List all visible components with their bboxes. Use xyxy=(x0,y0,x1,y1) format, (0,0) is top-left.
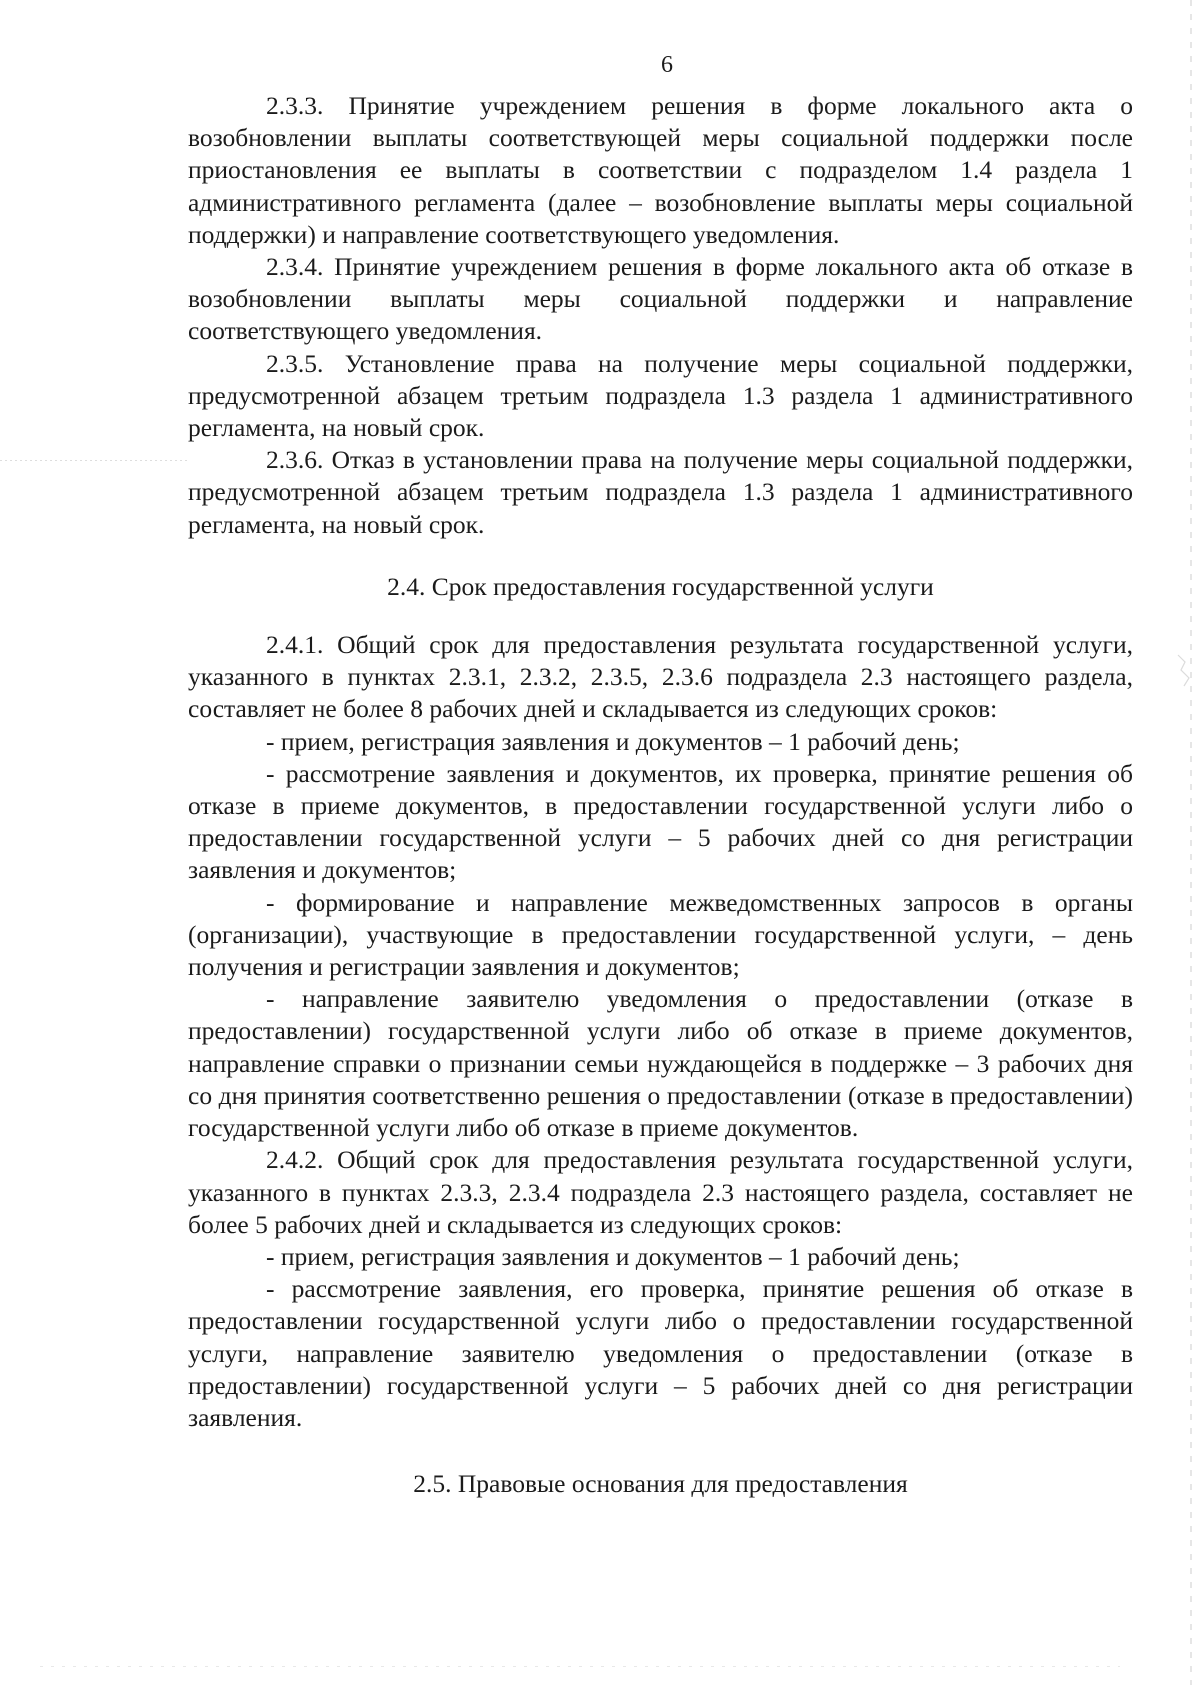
section-heading-2-5: 2.5. Правовые основания для предоставления xyxy=(413,1469,908,1499)
paragraph-2-3-3: 2.3.3. Принятие учреждением решения в форме локального акта о возобновлении выплаты соответствующей меры социальной поддержки после приостановления ее выплаты в соответствии с подразделом 1.4 раздела 1 административного регламента (далее – возобновление выплаты меры социальной поддержки) и направление соответствующего уведомления. xyxy=(188,91,1133,249)
section-heading-2-4: 2.4. Срок предоставления государственной услуги xyxy=(387,571,934,601)
scan-edge-right xyxy=(1190,0,1192,1685)
scan-edge-bottom xyxy=(40,1666,1120,1667)
list-item-2-4-1-c: - формирование и направление межведомственных запросов в органы (организации), участвующие в предоставлении государственной услуги, – день получения и регистрации заявления и документов; xyxy=(188,887,1133,982)
paragraph-2-3-4: 2.3.4. Принятие учреждением решения в форме локального акта об отказе в возобновлении выплаты меры социальной поддержки и направление соответствующего уведомления. xyxy=(188,252,1133,346)
paragraph-2-4-2: 2.4.2. Общий срок для предоставления результата государственной услуги, указанного в пунктах 2.3.3, 2.3.4 подраздела 2.3 настоящего раздела, составляет не более 5 рабочих дней и складывается из следующих сроков: xyxy=(188,1145,1133,1239)
document-body xyxy=(188,90,1133,1500)
list-item-2-4-2-b: - рассмотрение заявления, его проверка, принятие решения об отказе в предоставлении государственной услуги либо о предоставлении государственной услуги, направление заявителю уведомления о предоставлении (отказе в предоставлении) государственной услуги – 5 рабочих дней со дня регистрации заявления. xyxy=(188,1274,1133,1432)
paragraph-2-3-5: 2.3.5. Установление права на получение меры социальной поддержки, предусмотренной абзацем третьим подраздела 1.3 раздела 1 административного регламента, на новый срок. xyxy=(188,348,1133,443)
paragraph-2-4-1: 2.4.1. Общий срок для предоставления результата государственной услуги, указанного в пунктах 2.3.1, 2.3.2, 2.3.5, 2.3.6 подраздела 2.3 настоящего раздела, составляет не более 8 рабочих дней и складывается из следующих сроков: xyxy=(188,630,1133,724)
scan-artifact-mark xyxy=(1175,650,1197,690)
scan-edge-left xyxy=(0,460,190,461)
list-item-2-4-1-d: - направление заявителю уведомления о предоставлении (отказе в предоставлении) государственной услуги либо об отказе в приеме документов, направление справки о признании семьи нуждающейся в поддержке – 3 рабочих дня со дня принятия соответственно решения о предоставлении (отказе в предоставлении) государственной услуги либо об отказе в приеме документов. xyxy=(188,984,1133,1143)
list-item-2-4-1-b: - рассмотрение заявления и документов, их проверка, принятие решения об отказе в приеме документов, в предоставлении государственной услуги либо о предоставлении государственной услуги – 5 рабочих дней со дня регистрации заявления и документов; xyxy=(188,758,1133,885)
paragraph-2-3-6: 2.3.6. Отказ в установлении права на получение меры социальной поддержки, предусмотренной абзацем третьим подраздела 1.3 раздела 1 административного регламента, на новый срок. xyxy=(188,445,1133,539)
page-number: 6 xyxy=(661,52,673,78)
list-item-2-4-2-a: - прием, регистрация заявления и документов – 1 рабочий день; xyxy=(266,1241,960,1271)
list-item-2-4-1-a: - прием, регистрация заявления и документов – 1 рабочий день; xyxy=(266,726,960,756)
